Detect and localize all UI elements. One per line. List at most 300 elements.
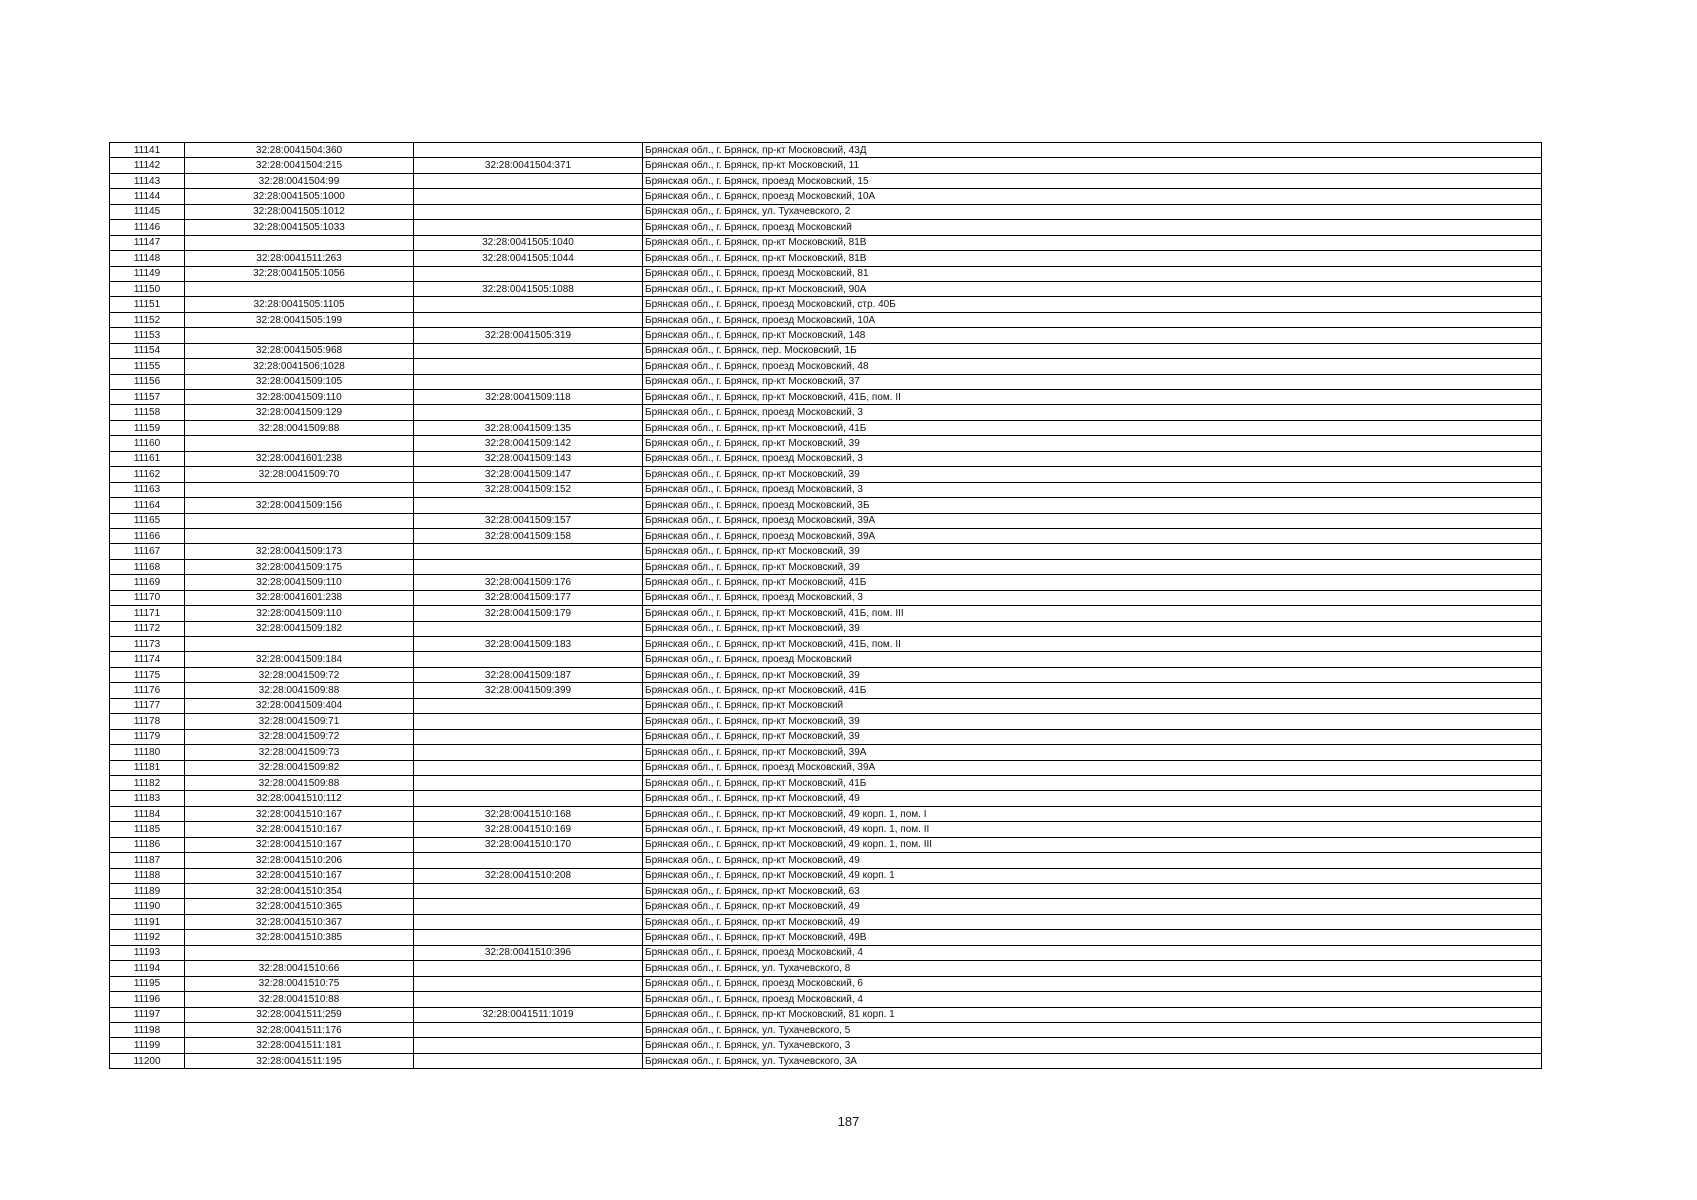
cadastral-number-cell: 32:28:0041509:72 — [185, 667, 414, 682]
related-cadastral-number-cell: 32:28:0041510:396 — [414, 945, 643, 960]
table-row — [110, 590, 1542, 605]
cadastral-number-cell: 32:28:0041509:110 — [185, 575, 414, 590]
address-cell: Брянская обл., г. Брянск, проезд Московский, 39А — [643, 528, 1542, 543]
related-cadastral-number-cell — [414, 266, 643, 281]
related-cadastral-number-cell: 32:28:0041509:176 — [414, 575, 643, 590]
address-cell: Брянская обл., г. Брянск, пр-кт Московский, 41Б — [643, 683, 1542, 698]
cadastral-number-cell: 32:28:0041509:105 — [185, 374, 414, 389]
related-cadastral-number-cell: 32:28:0041509:157 — [414, 513, 643, 528]
table-row — [110, 575, 1542, 590]
table-row — [110, 513, 1542, 528]
address-cell: Брянская обл., г. Брянск, пр-кт Московский, 49 — [643, 914, 1542, 929]
row-number-cell: 11152 — [110, 312, 185, 327]
table-row — [110, 266, 1542, 281]
cadastral-number-cell: 32:28:0041509:88 — [185, 775, 414, 790]
cadastral-number-cell: 32:28:0041510:167 — [185, 822, 414, 837]
table-row — [110, 436, 1542, 451]
related-cadastral-number-cell: 32:28:0041509:399 — [414, 683, 643, 698]
row-number-cell: 11167 — [110, 544, 185, 559]
row-number-cell: 11177 — [110, 698, 185, 713]
row-number-cell: 11191 — [110, 914, 185, 929]
related-cadastral-number-cell: 32:28:0041505:1088 — [414, 281, 643, 296]
row-number-cell: 11169 — [110, 575, 185, 590]
related-cadastral-number-cell: 32:28:0041505:1044 — [414, 251, 643, 266]
table-row — [110, 359, 1542, 374]
related-cadastral-number-cell — [414, 745, 643, 760]
cadastral-number-cell: 32:28:0041509:110 — [185, 606, 414, 621]
table-row — [110, 884, 1542, 899]
row-number-cell: 11148 — [110, 251, 185, 266]
address-cell: Брянская обл., г. Брянск, ул. Тухачевского, 5 — [643, 1022, 1542, 1037]
address-cell: Брянская обл., г. Брянск, проезд Московский, 10А — [643, 189, 1542, 204]
row-number-cell: 11183 — [110, 791, 185, 806]
row-number-cell: 11158 — [110, 405, 185, 420]
address-cell: Брянская обл., г. Брянск, пр-кт Московский, 49 корп. 1 — [643, 868, 1542, 883]
table-row — [110, 467, 1542, 482]
cadastral-number-cell: 32:28:0041510:367 — [185, 914, 414, 929]
table-row — [110, 297, 1542, 312]
cadastral-number-cell: 32:28:0041510:385 — [185, 930, 414, 945]
cadastral-number-cell: 32:28:0041509:71 — [185, 714, 414, 729]
table-row — [110, 976, 1542, 991]
related-cadastral-number-cell: 32:28:0041510:168 — [414, 806, 643, 821]
row-number-cell: 11175 — [110, 667, 185, 682]
address-cell: Брянская обл., г. Брянск, пр-кт Московский, 49 — [643, 853, 1542, 868]
table-row — [110, 683, 1542, 698]
address-cell: Брянская обл., г. Брянск, проезд Московский, стр. 40Б — [643, 297, 1542, 312]
row-number-cell: 11182 — [110, 775, 185, 790]
row-number-cell: 11173 — [110, 637, 185, 652]
related-cadastral-number-cell — [414, 976, 643, 991]
table-row — [110, 745, 1542, 760]
address-cell: Брянская обл., г. Брянск, ул. Тухачевского, 2 — [643, 204, 1542, 219]
row-number-cell: 11150 — [110, 281, 185, 296]
address-cell: Брянская обл., г. Брянск, пр-кт Московский, 81В — [643, 251, 1542, 266]
address-cell: Брянская обл., г. Брянск, пр-кт Московский, 41Б, пом. III — [643, 606, 1542, 621]
row-number-cell: 11185 — [110, 822, 185, 837]
address-cell: Брянская обл., г. Брянск, пр-кт Московский, 49 корп. 1, пом. II — [643, 822, 1542, 837]
cadastral-number-cell: 32:28:0041509:129 — [185, 405, 414, 420]
address-cell: Брянская обл., г. Брянск, пер. Московский, 1Б — [643, 343, 1542, 358]
related-cadastral-number-cell — [414, 1022, 643, 1037]
address-cell: Брянская обл., г. Брянск, ул. Тухачевского, 3А — [643, 1053, 1542, 1068]
cadastral-number-cell: 32:28:0041510:167 — [185, 868, 414, 883]
address-cell: Брянская обл., г. Брянск, пр-кт Московский, 39А — [643, 745, 1542, 760]
row-number-cell: 11165 — [110, 513, 185, 528]
address-cell: Брянская обл., г. Брянск, пр-кт Московский, 39 — [643, 559, 1542, 574]
address-cell: Брянская обл., г. Брянск, проезд Московский — [643, 220, 1542, 235]
address-cell: Брянская обл., г. Брянск, пр-кт Московский, 11 — [643, 158, 1542, 173]
cadastral-number-cell — [185, 528, 414, 543]
related-cadastral-number-cell: 32:28:0041504:371 — [414, 158, 643, 173]
cadastral-number-cell — [185, 482, 414, 497]
related-cadastral-number-cell — [414, 698, 643, 713]
related-cadastral-number-cell: 32:28:0041509:152 — [414, 482, 643, 497]
address-cell: Брянская обл., г. Брянск, пр-кт Московский, 39 — [643, 729, 1542, 744]
row-number-cell: 11170 — [110, 590, 185, 605]
address-cell: Брянская обл., г. Брянск, пр-кт Московский, 90А — [643, 281, 1542, 296]
table-row — [110, 189, 1542, 204]
row-number-cell: 11157 — [110, 390, 185, 405]
address-cell: Брянская обл., г. Брянск, проезд Московский, 6 — [643, 976, 1542, 991]
cadastral-number-cell — [185, 945, 414, 960]
row-number-cell: 11147 — [110, 235, 185, 250]
table-row — [110, 1038, 1542, 1053]
table-row — [110, 775, 1542, 790]
row-number-cell: 11192 — [110, 930, 185, 945]
table-row — [110, 961, 1542, 976]
related-cadastral-number-cell: 32:28:0041510:208 — [414, 868, 643, 883]
cadastral-number-cell: 32:28:0041510:206 — [185, 853, 414, 868]
table-row — [110, 760, 1542, 775]
row-number-cell: 11179 — [110, 729, 185, 744]
row-number-cell: 11186 — [110, 837, 185, 852]
related-cadastral-number-cell — [414, 544, 643, 559]
related-cadastral-number-cell — [414, 930, 643, 945]
related-cadastral-number-cell — [414, 359, 643, 374]
address-cell: Брянская обл., г. Брянск, пр-кт Московский, 39 — [643, 714, 1542, 729]
related-cadastral-number-cell — [414, 189, 643, 204]
row-number-cell: 11195 — [110, 976, 185, 991]
cadastral-number-cell: 32:28:0041511:176 — [185, 1022, 414, 1037]
row-number-cell: 11178 — [110, 714, 185, 729]
table-row — [110, 281, 1542, 296]
table-row — [110, 390, 1542, 405]
row-number-cell: 11193 — [110, 945, 185, 960]
related-cadastral-number-cell — [414, 992, 643, 1007]
row-number-cell: 11145 — [110, 204, 185, 219]
row-number-cell: 11166 — [110, 528, 185, 543]
table-row — [110, 544, 1542, 559]
registry-table — [109, 142, 1542, 1069]
cadastral-number-cell: 32:28:0041509:173 — [185, 544, 414, 559]
table-row — [110, 992, 1542, 1007]
related-cadastral-number-cell: 32:28:0041510:170 — [414, 837, 643, 852]
table-row — [110, 482, 1542, 497]
row-number-cell: 11190 — [110, 899, 185, 914]
table-row — [110, 343, 1542, 358]
cadastral-number-cell: 32:28:0041509:175 — [185, 559, 414, 574]
address-cell: Брянская обл., г. Брянск, пр-кт Московский, 41Б, пом. II — [643, 637, 1542, 652]
row-number-cell: 11141 — [110, 143, 185, 158]
related-cadastral-number-cell — [414, 1053, 643, 1068]
cadastral-number-cell — [185, 513, 414, 528]
related-cadastral-number-cell — [414, 853, 643, 868]
table-row — [110, 173, 1542, 188]
address-cell: Брянская обл., г. Брянск, проезд Московский, 39А — [643, 513, 1542, 528]
cadastral-number-cell: 32:28:0041504:215 — [185, 158, 414, 173]
table-row — [110, 498, 1542, 513]
table-row — [110, 637, 1542, 652]
cadastral-number-cell: 32:28:0041505:1000 — [185, 189, 414, 204]
row-number-cell: 11176 — [110, 683, 185, 698]
table-row — [110, 559, 1542, 574]
row-number-cell: 11159 — [110, 420, 185, 435]
row-number-cell: 11171 — [110, 606, 185, 621]
cadastral-number-cell: 32:28:0041506:1028 — [185, 359, 414, 374]
cadastral-number-cell: 32:28:0041601:238 — [185, 590, 414, 605]
address-cell: Брянская обл., г. Брянск, ул. Тухачевского, 8 — [643, 961, 1542, 976]
related-cadastral-number-cell: 32:28:0041510:169 — [414, 822, 643, 837]
address-cell: Брянская обл., г. Брянск, ул. Тухачевского, 3 — [643, 1038, 1542, 1053]
related-cadastral-number-cell: 32:28:0041509:118 — [414, 390, 643, 405]
related-cadastral-number-cell — [414, 220, 643, 235]
row-number-cell: 11197 — [110, 1007, 185, 1022]
table-row — [110, 822, 1542, 837]
address-cell: Брянская обл., г. Брянск, пр-кт Московский, 49 корп. 1, пом. I — [643, 806, 1542, 821]
related-cadastral-number-cell: 32:28:0041509:187 — [414, 667, 643, 682]
row-number-cell: 11151 — [110, 297, 185, 312]
cadastral-number-cell: 32:28:0041511:195 — [185, 1053, 414, 1068]
related-cadastral-number-cell — [414, 652, 643, 667]
table-row — [110, 1022, 1542, 1037]
row-number-cell: 11184 — [110, 806, 185, 821]
cadastral-number-cell: 32:28:0041505:968 — [185, 343, 414, 358]
address-cell: Брянская обл., г. Брянск, проезд Московский, 15 — [643, 173, 1542, 188]
table-row — [110, 945, 1542, 960]
cadastral-number-cell: 32:28:0041510:66 — [185, 961, 414, 976]
cadastral-number-cell: 32:28:0041509:82 — [185, 760, 414, 775]
related-cadastral-number-cell — [414, 143, 643, 158]
table-row — [110, 868, 1542, 883]
table-row — [110, 1053, 1542, 1068]
cadastral-number-cell: 32:28:0041509:88 — [185, 683, 414, 698]
table-row — [110, 621, 1542, 636]
row-number-cell: 11149 — [110, 266, 185, 281]
row-number-cell: 11187 — [110, 853, 185, 868]
related-cadastral-number-cell — [414, 173, 643, 188]
address-cell: Брянская обл., г. Брянск, пр-кт Московский, 39 — [643, 544, 1542, 559]
table-row — [110, 312, 1542, 327]
row-number-cell: 11174 — [110, 652, 185, 667]
cadastral-number-cell: 32:28:0041509:404 — [185, 698, 414, 713]
related-cadastral-number-cell — [414, 961, 643, 976]
table-row — [110, 204, 1542, 219]
address-cell: Брянская обл., г. Брянск, пр-кт Московский, 39 — [643, 667, 1542, 682]
address-cell: Брянская обл., г. Брянск, пр-кт Московский, 81В — [643, 235, 1542, 250]
row-number-cell: 11180 — [110, 745, 185, 760]
cadastral-number-cell: 32:28:0041510:354 — [185, 884, 414, 899]
row-number-cell: 11161 — [110, 451, 185, 466]
address-cell: Брянская обл., г. Брянск, проезд Московский, 3Б — [643, 498, 1542, 513]
address-cell: Брянская обл., г. Брянск, пр-кт Московский, 41Б, пом. II — [643, 390, 1542, 405]
related-cadastral-number-cell — [414, 559, 643, 574]
cadastral-number-cell: 32:28:0041509:88 — [185, 420, 414, 435]
related-cadastral-number-cell: 32:28:0041509:143 — [414, 451, 643, 466]
cadastral-number-cell: 32:28:0041510:365 — [185, 899, 414, 914]
table-row — [110, 806, 1542, 821]
table-row — [110, 158, 1542, 173]
table-row — [110, 930, 1542, 945]
related-cadastral-number-cell: 32:28:0041505:319 — [414, 328, 643, 343]
cadastral-number-cell: 32:28:0041505:199 — [185, 312, 414, 327]
related-cadastral-number-cell — [414, 621, 643, 636]
table-row — [110, 235, 1542, 250]
row-number-cell: 11188 — [110, 868, 185, 883]
related-cadastral-number-cell: 32:28:0041509:158 — [414, 528, 643, 543]
related-cadastral-number-cell — [414, 312, 643, 327]
registry-table-body — [110, 143, 1542, 1069]
address-cell: Брянская обл., г. Брянск, пр-кт Московский, 41Б — [643, 775, 1542, 790]
address-cell: Брянская обл., г. Брянск, проезд Московский, 3 — [643, 451, 1542, 466]
row-number-cell: 11154 — [110, 343, 185, 358]
address-cell: Брянская обл., г. Брянск, пр-кт Московский, 63 — [643, 884, 1542, 899]
related-cadastral-number-cell — [414, 343, 643, 358]
address-cell: Брянская обл., г. Брянск, пр-кт Московский, 41Б — [643, 420, 1542, 435]
cadastral-number-cell: 32:28:0041505:1105 — [185, 297, 414, 312]
cadastral-number-cell — [185, 281, 414, 296]
table-row — [110, 251, 1542, 266]
row-number-cell: 11200 — [110, 1053, 185, 1068]
related-cadastral-number-cell — [414, 714, 643, 729]
row-number-cell: 11199 — [110, 1038, 185, 1053]
address-cell: Брянская обл., г. Брянск, проезд Московский, 3 — [643, 482, 1542, 497]
table-row — [110, 853, 1542, 868]
row-number-cell: 11144 — [110, 189, 185, 204]
cadastral-number-cell: 32:28:0041509:184 — [185, 652, 414, 667]
table-row — [110, 791, 1542, 806]
cadastral-number-cell — [185, 637, 414, 652]
related-cadastral-number-cell — [414, 914, 643, 929]
row-number-cell: 11196 — [110, 992, 185, 1007]
row-number-cell: 11155 — [110, 359, 185, 374]
cadastral-number-cell: 32:28:0041510:167 — [185, 806, 414, 821]
cadastral-number-cell: 32:28:0041509:72 — [185, 729, 414, 744]
related-cadastral-number-cell: 32:28:0041509:147 — [414, 467, 643, 482]
table-row — [110, 652, 1542, 667]
address-cell: Брянская обл., г. Брянск, проезд Московский, 4 — [643, 992, 1542, 1007]
address-cell: Брянская обл., г. Брянск, пр-кт Московский, 37 — [643, 374, 1542, 389]
cadastral-number-cell: 32:28:0041504:360 — [185, 143, 414, 158]
table-row — [110, 837, 1542, 852]
table-row — [110, 606, 1542, 621]
row-number-cell: 11172 — [110, 621, 185, 636]
address-cell: Брянская обл., г. Брянск, пр-кт Московский, 39 — [643, 436, 1542, 451]
cadastral-number-cell: 32:28:0041511:181 — [185, 1038, 414, 1053]
address-cell: Брянская обл., г. Брянск, пр-кт Московский, 41Б — [643, 575, 1542, 590]
related-cadastral-number-cell: 32:28:0041511:1019 — [414, 1007, 643, 1022]
cadastral-number-cell: 32:28:0041510:88 — [185, 992, 414, 1007]
related-cadastral-number-cell — [414, 760, 643, 775]
cadastral-number-cell: 32:28:0041510:112 — [185, 791, 414, 806]
table-row — [110, 698, 1542, 713]
related-cadastral-number-cell — [414, 899, 643, 914]
cadastral-number-cell: 32:28:0041505:1012 — [185, 204, 414, 219]
row-number-cell: 11198 — [110, 1022, 185, 1037]
address-cell: Брянская обл., г. Брянск, проезд Московский, 4 — [643, 945, 1542, 960]
address-cell: Брянская обл., г. Брянск, проезд Московский, 3 — [643, 405, 1542, 420]
cadastral-number-cell — [185, 436, 414, 451]
row-number-cell: 11156 — [110, 374, 185, 389]
address-cell: Брянская обл., г. Брянск, пр-кт Московский, 39 — [643, 621, 1542, 636]
row-number-cell: 11160 — [110, 436, 185, 451]
address-cell: Брянская обл., г. Брянск, пр-кт Московский, 43Д — [643, 143, 1542, 158]
page-number: 187 — [837, 1114, 860, 1129]
related-cadastral-number-cell: 32:28:0041505:1040 — [414, 235, 643, 250]
table-row — [110, 667, 1542, 682]
cadastral-number-cell — [185, 235, 414, 250]
address-cell: Брянская обл., г. Брянск, проезд Московский, 39А — [643, 760, 1542, 775]
row-number-cell: 11162 — [110, 467, 185, 482]
related-cadastral-number-cell — [414, 405, 643, 420]
address-cell: Брянская обл., г. Брянск, пр-кт Московский, 148 — [643, 328, 1542, 343]
row-number-cell: 11142 — [110, 158, 185, 173]
related-cadastral-number-cell: 32:28:0041509:183 — [414, 637, 643, 652]
address-cell: Брянская обл., г. Брянск, пр-кт Московский, 49 корп. 1, пом. III — [643, 837, 1542, 852]
table-row — [110, 914, 1542, 929]
cadastral-number-cell: 32:28:0041509:156 — [185, 498, 414, 513]
table-row — [110, 714, 1542, 729]
cadastral-number-cell: 32:28:0041509:73 — [185, 745, 414, 760]
related-cadastral-number-cell — [414, 775, 643, 790]
related-cadastral-number-cell — [414, 1038, 643, 1053]
table-row — [110, 451, 1542, 466]
row-number-cell: 11189 — [110, 884, 185, 899]
address-cell: Брянская обл., г. Брянск, пр-кт Московский, 49 — [643, 791, 1542, 806]
table-row — [110, 1007, 1542, 1022]
cadastral-number-cell: 32:28:0041601:238 — [185, 451, 414, 466]
cadastral-number-cell: 32:28:0041510:167 — [185, 837, 414, 852]
related-cadastral-number-cell — [414, 791, 643, 806]
cadastral-number-cell: 32:28:0041509:110 — [185, 390, 414, 405]
table-row — [110, 405, 1542, 420]
table-row — [110, 899, 1542, 914]
address-cell: Брянская обл., г. Брянск, проезд Московский, 10А — [643, 312, 1542, 327]
table-row — [110, 143, 1542, 158]
cadastral-number-cell — [185, 328, 414, 343]
table-row — [110, 729, 1542, 744]
row-number-cell: 11143 — [110, 173, 185, 188]
related-cadastral-number-cell — [414, 297, 643, 312]
related-cadastral-number-cell — [414, 374, 643, 389]
cadastral-number-cell: 32:28:0041505:1056 — [185, 266, 414, 281]
row-number-cell: 11194 — [110, 961, 185, 976]
cadastral-number-cell: 32:28:0041505:1033 — [185, 220, 414, 235]
address-cell: Брянская обл., г. Брянск, проезд Московский, 81 — [643, 266, 1542, 281]
cadastral-number-cell: 32:28:0041510:75 — [185, 976, 414, 991]
table-row — [110, 328, 1542, 343]
table-row — [110, 220, 1542, 235]
table-row — [110, 374, 1542, 389]
row-number-cell: 11163 — [110, 482, 185, 497]
cadastral-number-cell: 32:28:0041511:259 — [185, 1007, 414, 1022]
table-row — [110, 420, 1542, 435]
row-number-cell: 11153 — [110, 328, 185, 343]
related-cadastral-number-cell — [414, 498, 643, 513]
related-cadastral-number-cell: 32:28:0041509:135 — [414, 420, 643, 435]
row-number-cell: 11164 — [110, 498, 185, 513]
address-cell: Брянская обл., г. Брянск, пр-кт Московский, 39 — [643, 467, 1542, 482]
address-cell: Брянская обл., г. Брянск, проезд Московский, 3 — [643, 590, 1542, 605]
address-cell: Брянская обл., г. Брянск, проезд Московский, 48 — [643, 359, 1542, 374]
related-cadastral-number-cell — [414, 729, 643, 744]
related-cadastral-number-cell: 32:28:0041509:179 — [414, 606, 643, 621]
related-cadastral-number-cell — [414, 204, 643, 219]
cadastral-number-cell: 32:28:0041504:99 — [185, 173, 414, 188]
row-number-cell: 11168 — [110, 559, 185, 574]
row-number-cell: 11181 — [110, 760, 185, 775]
cadastral-number-cell: 32:28:0041509:70 — [185, 467, 414, 482]
related-cadastral-number-cell — [414, 884, 643, 899]
row-number-cell: 11146 — [110, 220, 185, 235]
table-row — [110, 528, 1542, 543]
address-cell: Брянская обл., г. Брянск, пр-кт Московский — [643, 698, 1542, 713]
address-cell: Брянская обл., г. Брянск, пр-кт Московский, 49В — [643, 930, 1542, 945]
address-cell: Брянская обл., г. Брянск, пр-кт Московский, 49 — [643, 899, 1542, 914]
cadastral-number-cell: 32:28:0041509:182 — [185, 621, 414, 636]
address-cell: Брянская обл., г. Брянск, проезд Московский — [643, 652, 1542, 667]
related-cadastral-number-cell: 32:28:0041509:177 — [414, 590, 643, 605]
